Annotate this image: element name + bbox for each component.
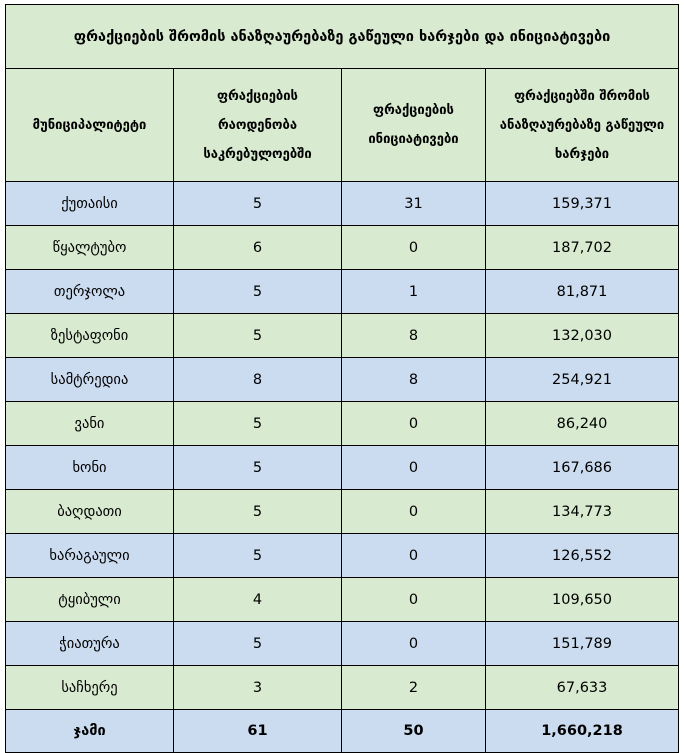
header-municipality: მუნიციპალიტეტი xyxy=(6,69,174,182)
cell-faction-count: 4 xyxy=(174,578,342,622)
cell-municipality: ჭიათურა xyxy=(6,622,174,666)
total-expenses: 1,660,218 xyxy=(486,710,679,753)
cell-municipality: ვანი xyxy=(6,402,174,446)
total-faction-count: 61 xyxy=(174,710,342,753)
cell-municipality: სამტრედია xyxy=(6,358,174,402)
cell-expenses: 187,702 xyxy=(486,226,679,270)
table-row xyxy=(6,226,679,270)
cell-initiatives: 0 xyxy=(342,578,486,622)
table-row xyxy=(6,358,679,402)
cell-initiatives: 0 xyxy=(342,446,486,490)
table-row xyxy=(6,622,679,666)
cell-expenses: 134,773 xyxy=(486,490,679,534)
cell-faction-count: 6 xyxy=(174,226,342,270)
cell-initiatives: 31 xyxy=(342,182,486,226)
table-row xyxy=(6,270,679,314)
title-row xyxy=(6,5,679,69)
total-label: ჯამი xyxy=(6,710,174,753)
cell-faction-count: 5 xyxy=(174,490,342,534)
cell-expenses: 109,650 xyxy=(486,578,679,622)
cell-municipality: ქუთაისი xyxy=(6,182,174,226)
header-initiatives: ფრაქციების ინიციატივები xyxy=(342,69,486,182)
cell-faction-count: 8 xyxy=(174,358,342,402)
header-faction-count: ფრაქციების რაოდენობა საკრებულოებში xyxy=(174,69,342,182)
table-row xyxy=(6,182,679,226)
cell-initiatives: 8 xyxy=(342,358,486,402)
cell-municipality: თერჯოლა xyxy=(6,270,174,314)
cell-initiatives: 0 xyxy=(342,534,486,578)
cell-municipality: ტყიბული xyxy=(6,578,174,622)
cell-faction-count: 5 xyxy=(174,270,342,314)
cell-faction-count: 5 xyxy=(174,182,342,226)
cell-faction-count: 5 xyxy=(174,534,342,578)
cell-initiatives: 0 xyxy=(342,622,486,666)
table-row xyxy=(6,534,679,578)
cell-faction-count: 5 xyxy=(174,314,342,358)
cell-municipality: წყალტუბო xyxy=(6,226,174,270)
header-expenses: ფრაქციებში შრომის ანაზღაურებაზე გაწეული ხარჯები xyxy=(486,69,679,182)
table-row xyxy=(6,490,679,534)
cell-municipality: ხონი xyxy=(6,446,174,490)
cell-faction-count: 5 xyxy=(174,446,342,490)
table-row xyxy=(6,314,679,358)
table-row xyxy=(6,446,679,490)
cell-initiatives: 2 xyxy=(342,666,486,710)
cell-expenses: 67,633 xyxy=(486,666,679,710)
table-row xyxy=(6,402,679,446)
cell-initiatives: 0 xyxy=(342,402,486,446)
cell-expenses: 86,240 xyxy=(486,402,679,446)
total-row xyxy=(6,710,679,753)
cell-expenses: 126,552 xyxy=(486,534,679,578)
table-title: ფრაქციების შრომის ანაზღაურებაზე გაწეული ხარჯები და ინიციატივები xyxy=(6,5,679,69)
header-row xyxy=(6,69,679,182)
cell-expenses: 81,871 xyxy=(486,270,679,314)
cell-expenses: 151,789 xyxy=(486,622,679,666)
cell-initiatives: 8 xyxy=(342,314,486,358)
cell-municipality: ბაღდათი xyxy=(6,490,174,534)
cell-expenses: 167,686 xyxy=(486,446,679,490)
cell-faction-count: 5 xyxy=(174,402,342,446)
table-row xyxy=(6,666,679,710)
data-table xyxy=(5,4,679,753)
total-initiatives: 50 xyxy=(342,710,486,753)
cell-faction-count: 3 xyxy=(174,666,342,710)
cell-expenses: 254,921 xyxy=(486,358,679,402)
cell-faction-count: 5 xyxy=(174,622,342,666)
cell-initiatives: 0 xyxy=(342,490,486,534)
cell-municipality: საჩხერე xyxy=(6,666,174,710)
cell-initiatives: 1 xyxy=(342,270,486,314)
cell-initiatives: 0 xyxy=(342,226,486,270)
cell-expenses: 132,030 xyxy=(486,314,679,358)
table-row xyxy=(6,578,679,622)
cell-municipality: ხარაგაული xyxy=(6,534,174,578)
cell-municipality: ზესტაფონი xyxy=(6,314,174,358)
cell-expenses: 159,371 xyxy=(486,182,679,226)
